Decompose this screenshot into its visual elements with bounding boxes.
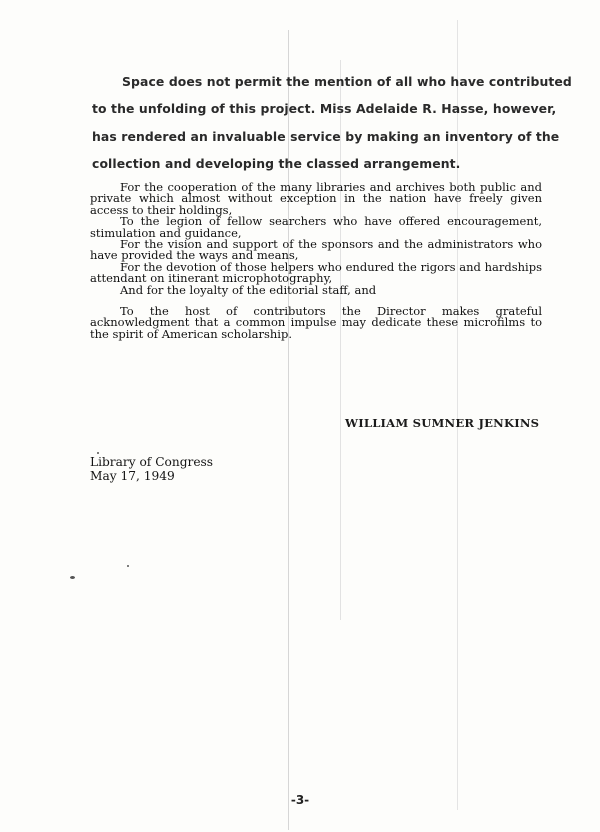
intro-line: collection and developing the classed arrangement.: [92, 156, 461, 171]
paragraph-helpers: For the devotion of those helpers who endured the rigors and hardships attendant on itinerant microphotography,: [90, 259, 542, 286]
intro-line: Space does not permit the mention of all who have contributed: [122, 74, 572, 89]
scan-speck: [127, 565, 129, 567]
institution-name: Library of Congress: [90, 455, 214, 469]
paragraph-cooperation: For the cooperation of the many libraries and archives both public and private which almost without exception in the nation have freely given access to their holdings,: [90, 180, 542, 217]
signature-name: WILLIAM SUMNER JENKINS: [345, 416, 540, 430]
date-line: May 17, 1949: [90, 469, 175, 483]
scan-fold-line: [288, 30, 289, 830]
paragraph-dedication: To the host of contributors the Director makes grateful acknowledgment that a common impulse may dedicate these microfilms to the spirit of American scholarship.: [90, 304, 542, 341]
acknowledgment-body: [90, 182, 542, 340]
intro-line: to the unfolding of this project. Miss Adelaide R. Hasse, however,: [92, 101, 557, 116]
place-and-date: [90, 455, 213, 483]
paragraph-searchers: To the legion of fellow searchers who have offered encouragement, stimulation and guidance,: [90, 214, 542, 240]
intro-line: has rendered an invaluable service by making an inventory of the: [92, 129, 560, 144]
scan-speck: [70, 576, 75, 579]
paragraph-sponsors: For the vision and support of the sponsors and the administrators who have provided the ways and means,: [90, 237, 542, 263]
scan-speck: [97, 452, 99, 454]
paragraph-editorial-staff: And for the loyalty of the editorial staff, and: [120, 282, 377, 297]
page-number: -3-: [290, 793, 310, 807]
